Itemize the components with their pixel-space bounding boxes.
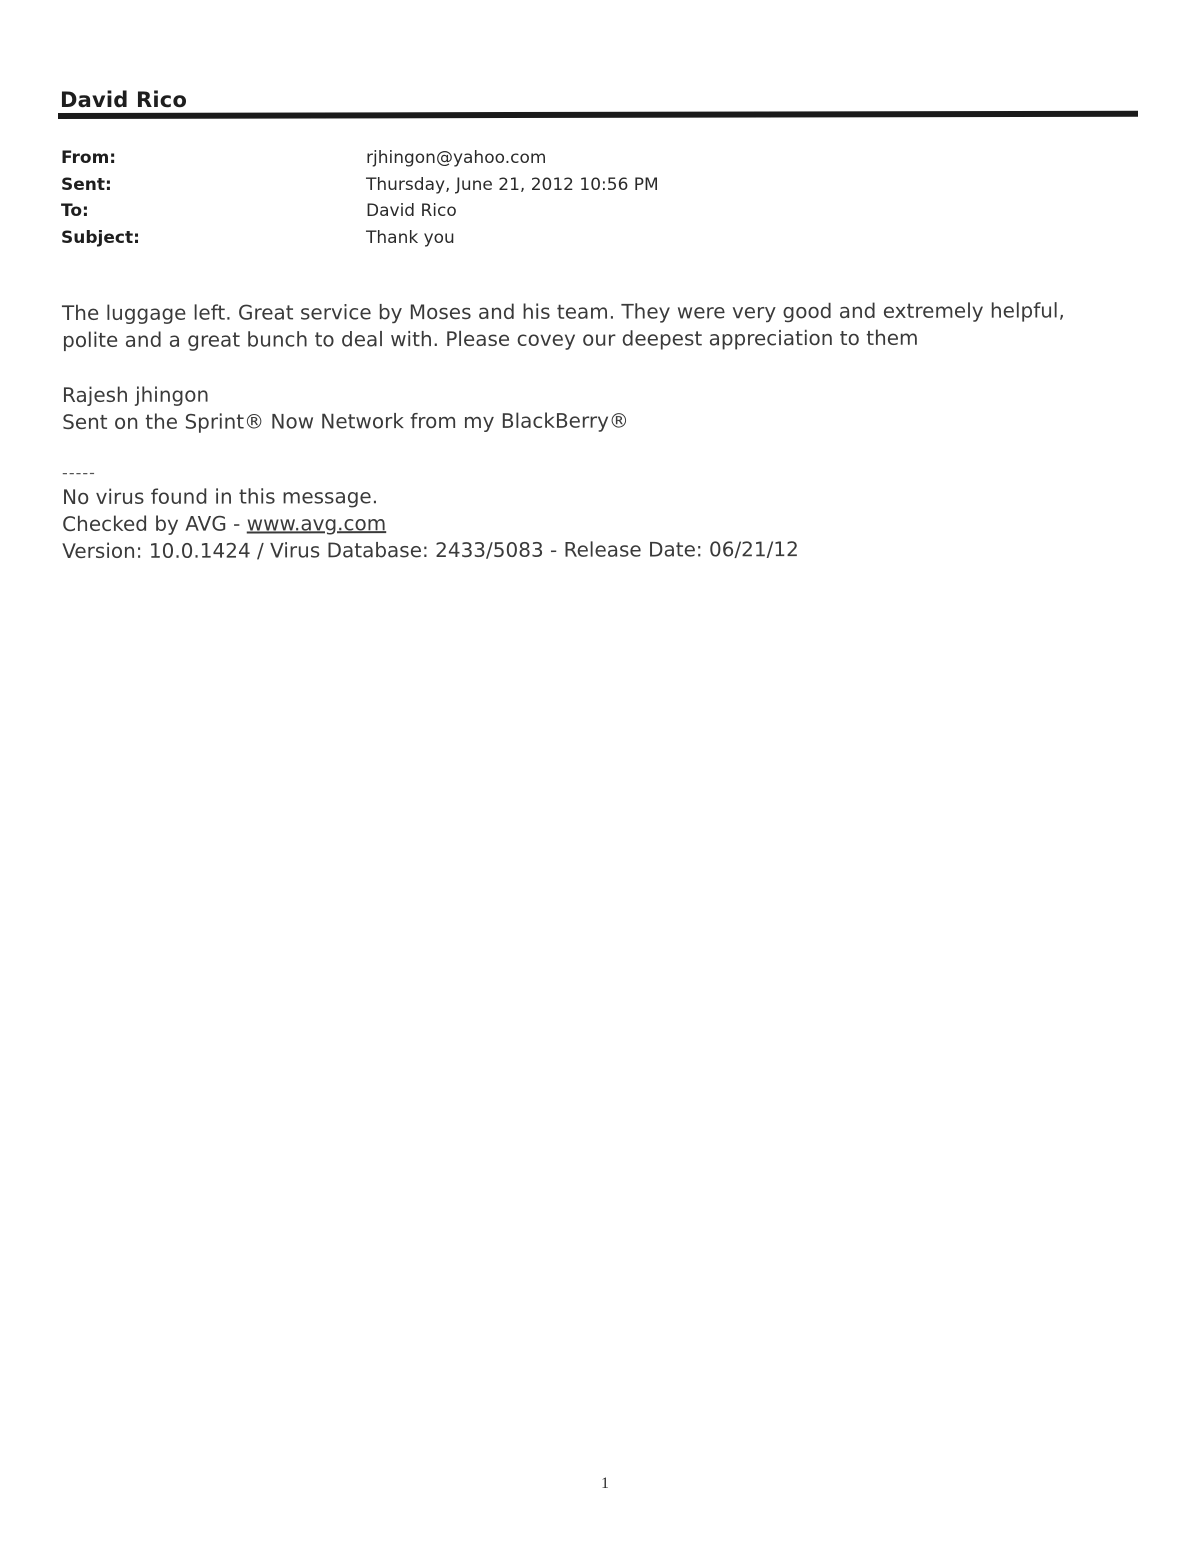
signature-device-line: Sent on the Sprint® Now Network from my BlackBerry®	[62, 408, 629, 434]
subject-label: Subject:	[61, 227, 140, 248]
signature-block	[62, 379, 1132, 436]
sent-label: Sent:	[61, 174, 112, 195]
message-line: The luggage left. Great service by Moses and his team. They were very good and extremely helpful,	[62, 298, 1065, 325]
header-row-from	[61, 145, 761, 172]
subject-value: Thank you	[366, 227, 455, 248]
email-header	[61, 145, 761, 251]
header-row-to	[61, 198, 761, 225]
antivirus-footer	[62, 459, 1132, 565]
header-rule	[58, 111, 1138, 119]
mailbox-owner-name: David Rico	[60, 88, 188, 112]
page-number: 1	[601, 1475, 609, 1492]
checked-by-prefix: Checked by AVG -	[62, 511, 247, 536]
message-body	[62, 297, 1132, 354]
from-label: From:	[61, 148, 117, 168]
to-label: To:	[61, 201, 89, 221]
from-value: rjhingon@yahoo.com	[366, 148, 547, 168]
signature-name: Rajesh jhingon	[62, 382, 210, 407]
version-line: Version: 10.0.1424 / Virus Database: 2433/5083 - Release Date: 06/21/12	[62, 537, 799, 563]
header-row-sent	[61, 172, 761, 199]
avg-link[interactable]: www.avg.com	[246, 511, 387, 536]
header-row-subject	[61, 225, 761, 252]
sent-value: Thursday, June 21, 2012 10:56 PM	[366, 174, 659, 195]
message-line: polite and a great bunch to deal with. Please covey our deepest appreciation to them	[62, 325, 919, 352]
footer-separator: -----	[62, 462, 96, 482]
to-value: David Rico	[366, 201, 457, 221]
virus-status: No virus found in this message.	[62, 484, 379, 509]
checked-by-line	[62, 508, 1132, 538]
